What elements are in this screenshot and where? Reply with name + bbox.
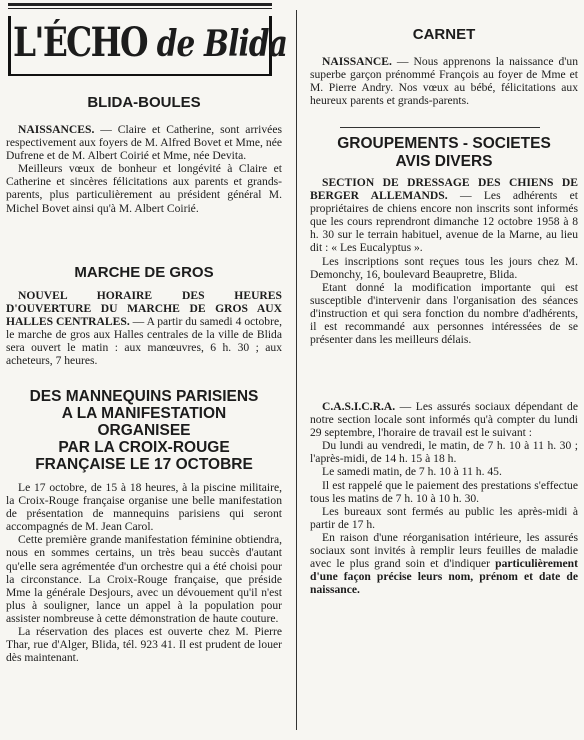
dressage-paragraph-3: Etant donné la modification importante qui est susceptible d'intervenir dans l'organisation des séances d'instruction et qui sera fonction du nombre d'adhérents, il est recommandé aux personnes intéressées de se présenter dans les meilleurs délais. xyxy=(310,280,578,347)
casicra-paragraph-2: Du lundi au vendredi, le matin, de 7 h. 10 à 11 h. 30 ; l'après-midi, de 14 h. 15 à 18 h. xyxy=(310,439,578,466)
casicra-paragraph-6 xyxy=(310,531,578,596)
voeux-paragraph: Meilleurs vœux de bonheur et longévité à Claire et Catherine et sincères félicitations aux parents et grands-parents, plus particulièrement au président général M. Michel Bovet ainsi qu'à M. Albert Coirié. xyxy=(6,162,282,215)
dressage-paragraph-2: Les inscriptions sont reçues tous les jours chez M. Demonchy, 16, boulevard Beaupretre, Blida. xyxy=(310,254,578,281)
carnet-text: — Nous apprenons la naissance d'un superbe garçon prénommé François au foyer de Mme et M. Pierre Andry. Nos vœux au bébé, félicitations aux heureux parents et grands-parents. xyxy=(310,55,578,108)
mannequins-title-3: ORGANISEE xyxy=(97,422,191,439)
groupements-title-2: AVIS DIVERS xyxy=(395,153,493,170)
column-divider xyxy=(296,10,297,730)
dressage-article xyxy=(310,176,578,346)
mannequins-paragraph-2: Cette première grande manifestation féminine obtiendra, nous en sommes certains, un très beau succès d'autant qu'elle sera agrémentée d'un orchestre qui a été choisi pour la circonstance. La Croix-Rouge française, que préside Mme la générale Desjours, avec un dévouement qu'il n'est plus à souligner, lance un appel à la population pour assister nombreuse à cette démonstration de haute couture. xyxy=(6,533,282,625)
right-column xyxy=(310,0,578,740)
casicra-paragraph-4: Il est rappelé que le paiement des prestations s'effectue tous les matins de 7 h. 10 à 10 h. 30. xyxy=(310,478,578,505)
marche-article xyxy=(6,289,282,368)
mannequins-paragraph-3: La réservation des places est ouverte chez M. Pierre Thar, rue d'Alger, Blida, tél. 923 41. Il est prudent de louer dès maintenant. xyxy=(6,625,282,665)
carnet-title-block xyxy=(310,28,578,41)
casicra-article xyxy=(310,400,578,596)
dressage-lead: SECTION DE DRESSAGE DES CHIENS DE BERGER ALLEMANDS. xyxy=(310,176,578,203)
carnet-article xyxy=(310,55,578,107)
masthead-sub: de Blida xyxy=(156,23,288,65)
carnet-rule xyxy=(340,127,540,128)
mannequins-article xyxy=(6,481,282,664)
mannequins-paragraph-1: Le 17 octobre, de 15 à 18 heures, à la piscine militaire, la Croix-Rouge française organise une belle manifestation de présentation de mannequins parisiens qui seront accompagnés de M. Jean Carol. xyxy=(6,481,282,534)
casicra-lead: C.A.S.I.C.R.A. xyxy=(322,400,396,413)
masthead-main: L'ÉCHO xyxy=(13,19,147,66)
casicra-text-6a: En raison d'une réorganisation intérieure, les assurés sociaux sont invités à remplir leurs feuilles de maladie avec le plus grand soin et d'indiquer xyxy=(310,530,578,571)
naissances-paragraph xyxy=(6,123,282,162)
marche-title: MARCHE DE GROS xyxy=(74,264,214,281)
mannequins-title-5: FRANÇAISE LE 17 OCTOBRE xyxy=(35,456,253,473)
mannequins-title-2: A LA MANIFESTATION xyxy=(61,405,227,422)
mannequins-title-1: DES MANNEQUINS PARISIENS xyxy=(29,388,259,405)
mannequins-headline xyxy=(6,388,282,473)
carnet-lead: NAISSANCE. xyxy=(322,55,392,68)
marche-text: — A partir du samedi 4 octobre, le marche de gros aux Halles centrales de la ville de Blida sera ouvert le matin : aux manœuvres, 6 h. 30 ; aux acheteurs, 7 heures. xyxy=(6,315,282,368)
dressage-text: — Les adhérents et propriétaires de chiens encore non inscrits sont informés que les cours reprendront dimanche 12 octobre 1958 à 8 h. 30 sur le terrain habituel, avenue de la Marne, au lieu dit : « Les Eucalyptus ». xyxy=(310,189,579,255)
marche-paragraph xyxy=(6,289,282,368)
mannequins-title-4: PAR LA CROIX-ROUGE xyxy=(58,439,230,456)
casicra-paragraph-3: Le samedi matin, de 7 h. 10 à 11 h. 45. xyxy=(322,465,502,479)
groupements-title-1: GROUPEMENTS - SOCIETES xyxy=(337,135,551,152)
carnet-paragraph xyxy=(310,55,578,107)
casicra-paragraph-5: Les bureaux sont fermés au public les après-midi à partir de 17 h. xyxy=(310,504,578,531)
casicra-text: — Les assurés sociaux dépendant de notre section locale sont informés qu'à compter du lundi 29 septembre, l'horaire de travail est le suivant : xyxy=(310,400,578,440)
naissances-article xyxy=(6,123,282,215)
dressage-paragraph-1 xyxy=(310,176,578,255)
casicra-text-6b: particulièrement d'une façon précise leurs nom, prénom et date de naissance. xyxy=(310,557,578,597)
naissances-lead: NAISSANCES. xyxy=(18,123,95,136)
section-title-blida-boules: BLIDA-BOULES xyxy=(87,94,201,111)
groupements-headline xyxy=(310,135,578,171)
marche-lead: NOUVEL HORAIRE DES HEURES D'OUVERTURE DU MARCHE DE GROS AUX HALLES CENTRALES. xyxy=(6,289,282,329)
left-column xyxy=(6,0,282,740)
carnet-title: CARNET xyxy=(412,26,476,43)
marche-title-block xyxy=(6,266,282,279)
casicra-paragraph-1 xyxy=(310,400,578,439)
naissances-text: — Claire et Catherine, sont arrivées respectivement aux foyers de M. Alfred Bovet et Mme, née Dufrene et de M. Albert Coirié et Mme, née Devita. xyxy=(6,123,282,163)
blida-boules-block xyxy=(6,96,282,109)
